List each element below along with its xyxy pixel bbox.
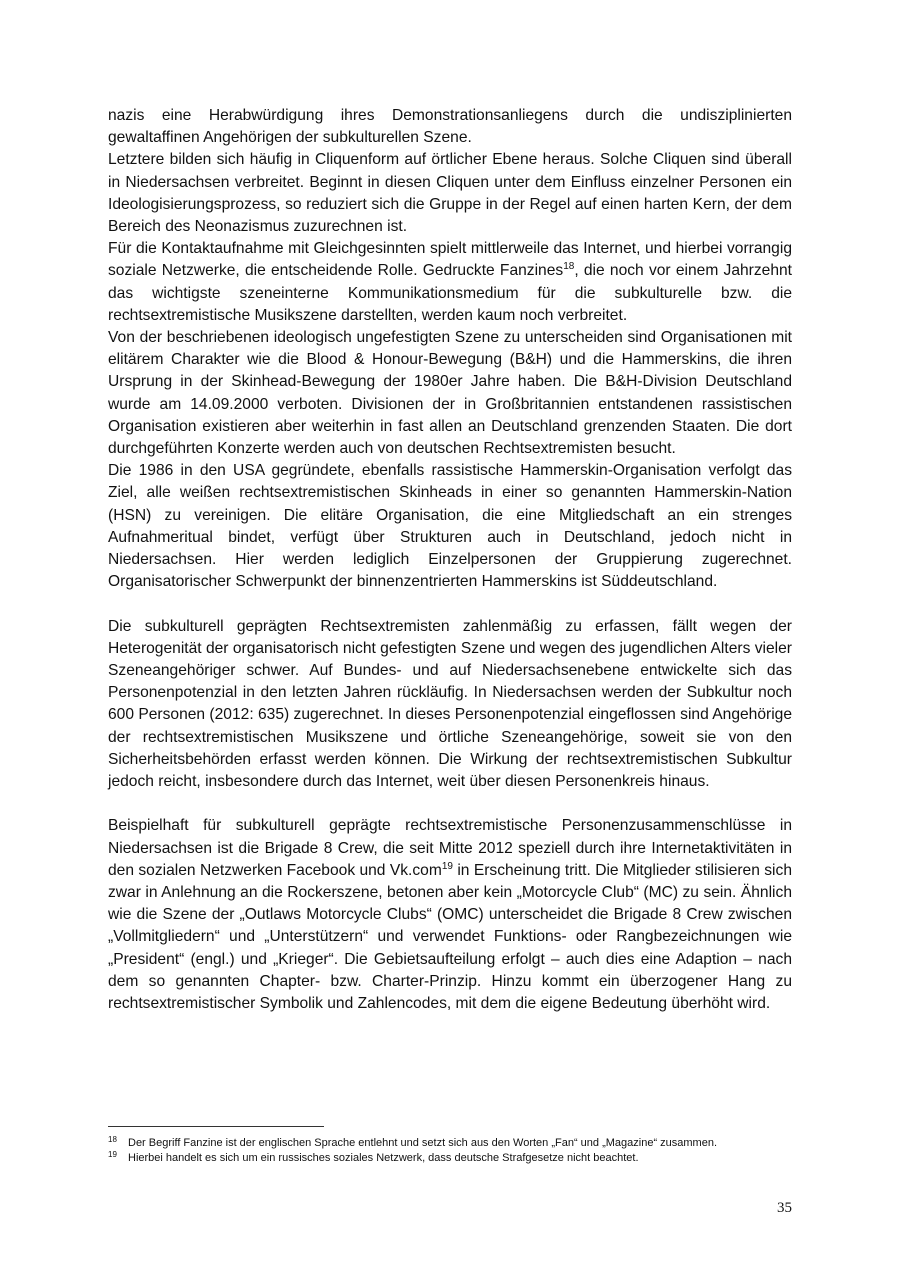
footnote — [108, 1136, 792, 1151]
footnote-reference[interactable]: 18 — [563, 261, 575, 273]
footnote-text: Hierbei handelt es sich um ein russisches soziales Netzwerk, dass deutsche Strafgesetze nicht beachtet. — [128, 1151, 639, 1164]
footnote-divider — [108, 1126, 324, 1127]
footnote-number: 18 — [108, 1135, 117, 1144]
footnote-text: Der Begriff Fanzine ist der englischen Sprache entlehnt und setzt sich aus den Worten „Fan“ und „Magazine“ zusammen. — [128, 1137, 718, 1149]
paragraph: nazis eine Herabwürdigung ihres Demonstrationsanliegens durch die undisziplinierten gewaltaffinen Angehörigen der subkulturellen Szene. — [108, 107, 792, 147]
body-text — [108, 105, 792, 1015]
paragraph: Letztere bilden sich häufig in Cliquenform auf örtlicher Ebene heraus. Solche Cliquen sind überall in Niedersachsen verbreitet. Beginnt in diesen Cliquen unter dem Einfluss einzelner Personen ein Ideologisierungsprozess, so reduziert sich die Gruppe in der Regel auf einen harten Kern, der dem Bereich des Neonazismus zuzurechnen ist. — [108, 151, 792, 236]
paragraph: Die subkulturell geprägten Rechtsextremisten zahlenmäßig zu erfassen, fällt wegen der Heterogenität der organisatorisch nicht gefestigten Szene und wegen des jugendlichen Alters vieler Szeneangehöriger schwer. Auf Bundes- und auf Niedersachsenebene entwickelte sich das Personenpotenzial in den letzten Jahren rückläufig. In Niedersachsen werden der Subkultur noch 600 Personen (2012: 635) zugerechnet. In dieses Personenpotenzial eingeflossen sind Angehörige der rechtsextremistischen Musikszene und örtliche Szeneangehörige, soweit sie von den Sicherheitsbehörden erfasst werden können. Die Wirkung der rechtsextremistischen Subkultur jedoch reicht, insbesondere durch das Internet, weit über diesen Personenkreis hinaus. — [108, 617, 793, 791]
paragraph: Die 1986 in den USA gegründete, ebenfalls rassistische Hammerskin-Organisation verfolgt das Ziel, alle weißen rechtsextremistischen Skinheads in einer so genannten Hammerskin-Nation (HSN) zu vereinigen. Die elitäre Organisation, die eine Mitgliedschaft an ein strenges Aufnahmeritual bindet, verfügt über Strukturen auch in Deutschland, jedoch nicht in Niedersachsen. Hier werden lediglich Einzelpersonen der Gruppierung zugerechnet. Organisatorischer Schwerpunkt der binnenzentrierten Hammerskins ist Süddeutschland. — [108, 462, 792, 591]
footnote — [108, 1151, 792, 1166]
paragraph: Von der beschriebenen ideologisch ungefestigten Szene zu unterscheiden sind Organisationen mit elitärem Charakter wie die Blood & Honour-Bewegung (B&H) und die Hammerskins, die ihren Ursprung in der Skinhead-Bewegung der 1980er Jahre haben. Die B&H-Division Deutschland wurde am 14.09.2000 verboten. Divisionen der in Großbritannien entstandenen rassistischen Organisation existieren aber weiterhin in fast allen an Deutschland grenzenden Staaten. Die dort durchgeführten Konzerte werden auch von deutschen Rechtsextremisten besucht. — [108, 329, 792, 458]
footnotes — [108, 1136, 792, 1166]
paragraph-text: in Erscheinung tritt. Die Mitglieder stilisieren sich zwar in Anlehnung an die Rockerszene, betonen aber kein „Motorcycle Club“ (MC) zu sein. Ähnlich wie die Szene der „Outlaws Motorcycle Clubs“ (OMC) unterscheidet die Brigade 8 Crew zwischen „Vollmitgliedern“ und „Unterstützern“ und verwendet Funktions- oder Rangbezeichnungen wie „President“ (engl.) und „Krieger“. Die Gebietsaufteilung erfolgt – auch dies eine Adaption – nach dem so genannten Chapter- bzw. Charter-Prinzip. Hinzu kommt ein überzogener Hang zu rechtsextremistischer Symbolik und Zahlencodes, mit dem die eigene Bedeutung überhöht wird. — [108, 861, 792, 1013]
paragraph-text: Beispielhaft für subkulturell geprägte rechtsextremistische Personenzusammenschlüsse in Niedersachsen ist die Brigade 8 Crew, die seit Mitte 2012 speziell durch ihre Internetaktivitäten in den sozialen Netzwerken Facebook und Vk.com — [108, 817, 792, 879]
paragraph-text: , die noch vor einem Jahrzehnt das wichtigste szeneinterne Kommunikationsmedium für die subkulturelle bzw. die rechtsextremistische Musikszene darstellten, werden kaum noch verbreitet. — [108, 262, 793, 324]
page-number: 35 — [777, 1200, 792, 1216]
paragraph-with-footnote-ref — [108, 815, 792, 1015]
paragraph-text: Für die Kontaktaufnahme mit Gleichgesinnten spielt mittlerweile das Internet, und hierbei vorrangig soziale Netzwerke, die entscheidende Rolle. Gedruckte Fanzines — [108, 240, 792, 280]
footnote-number: 19 — [108, 1149, 117, 1159]
paragraph-with-footnote-ref — [108, 238, 792, 327]
footnote-reference[interactable]: 19 — [441, 860, 453, 872]
